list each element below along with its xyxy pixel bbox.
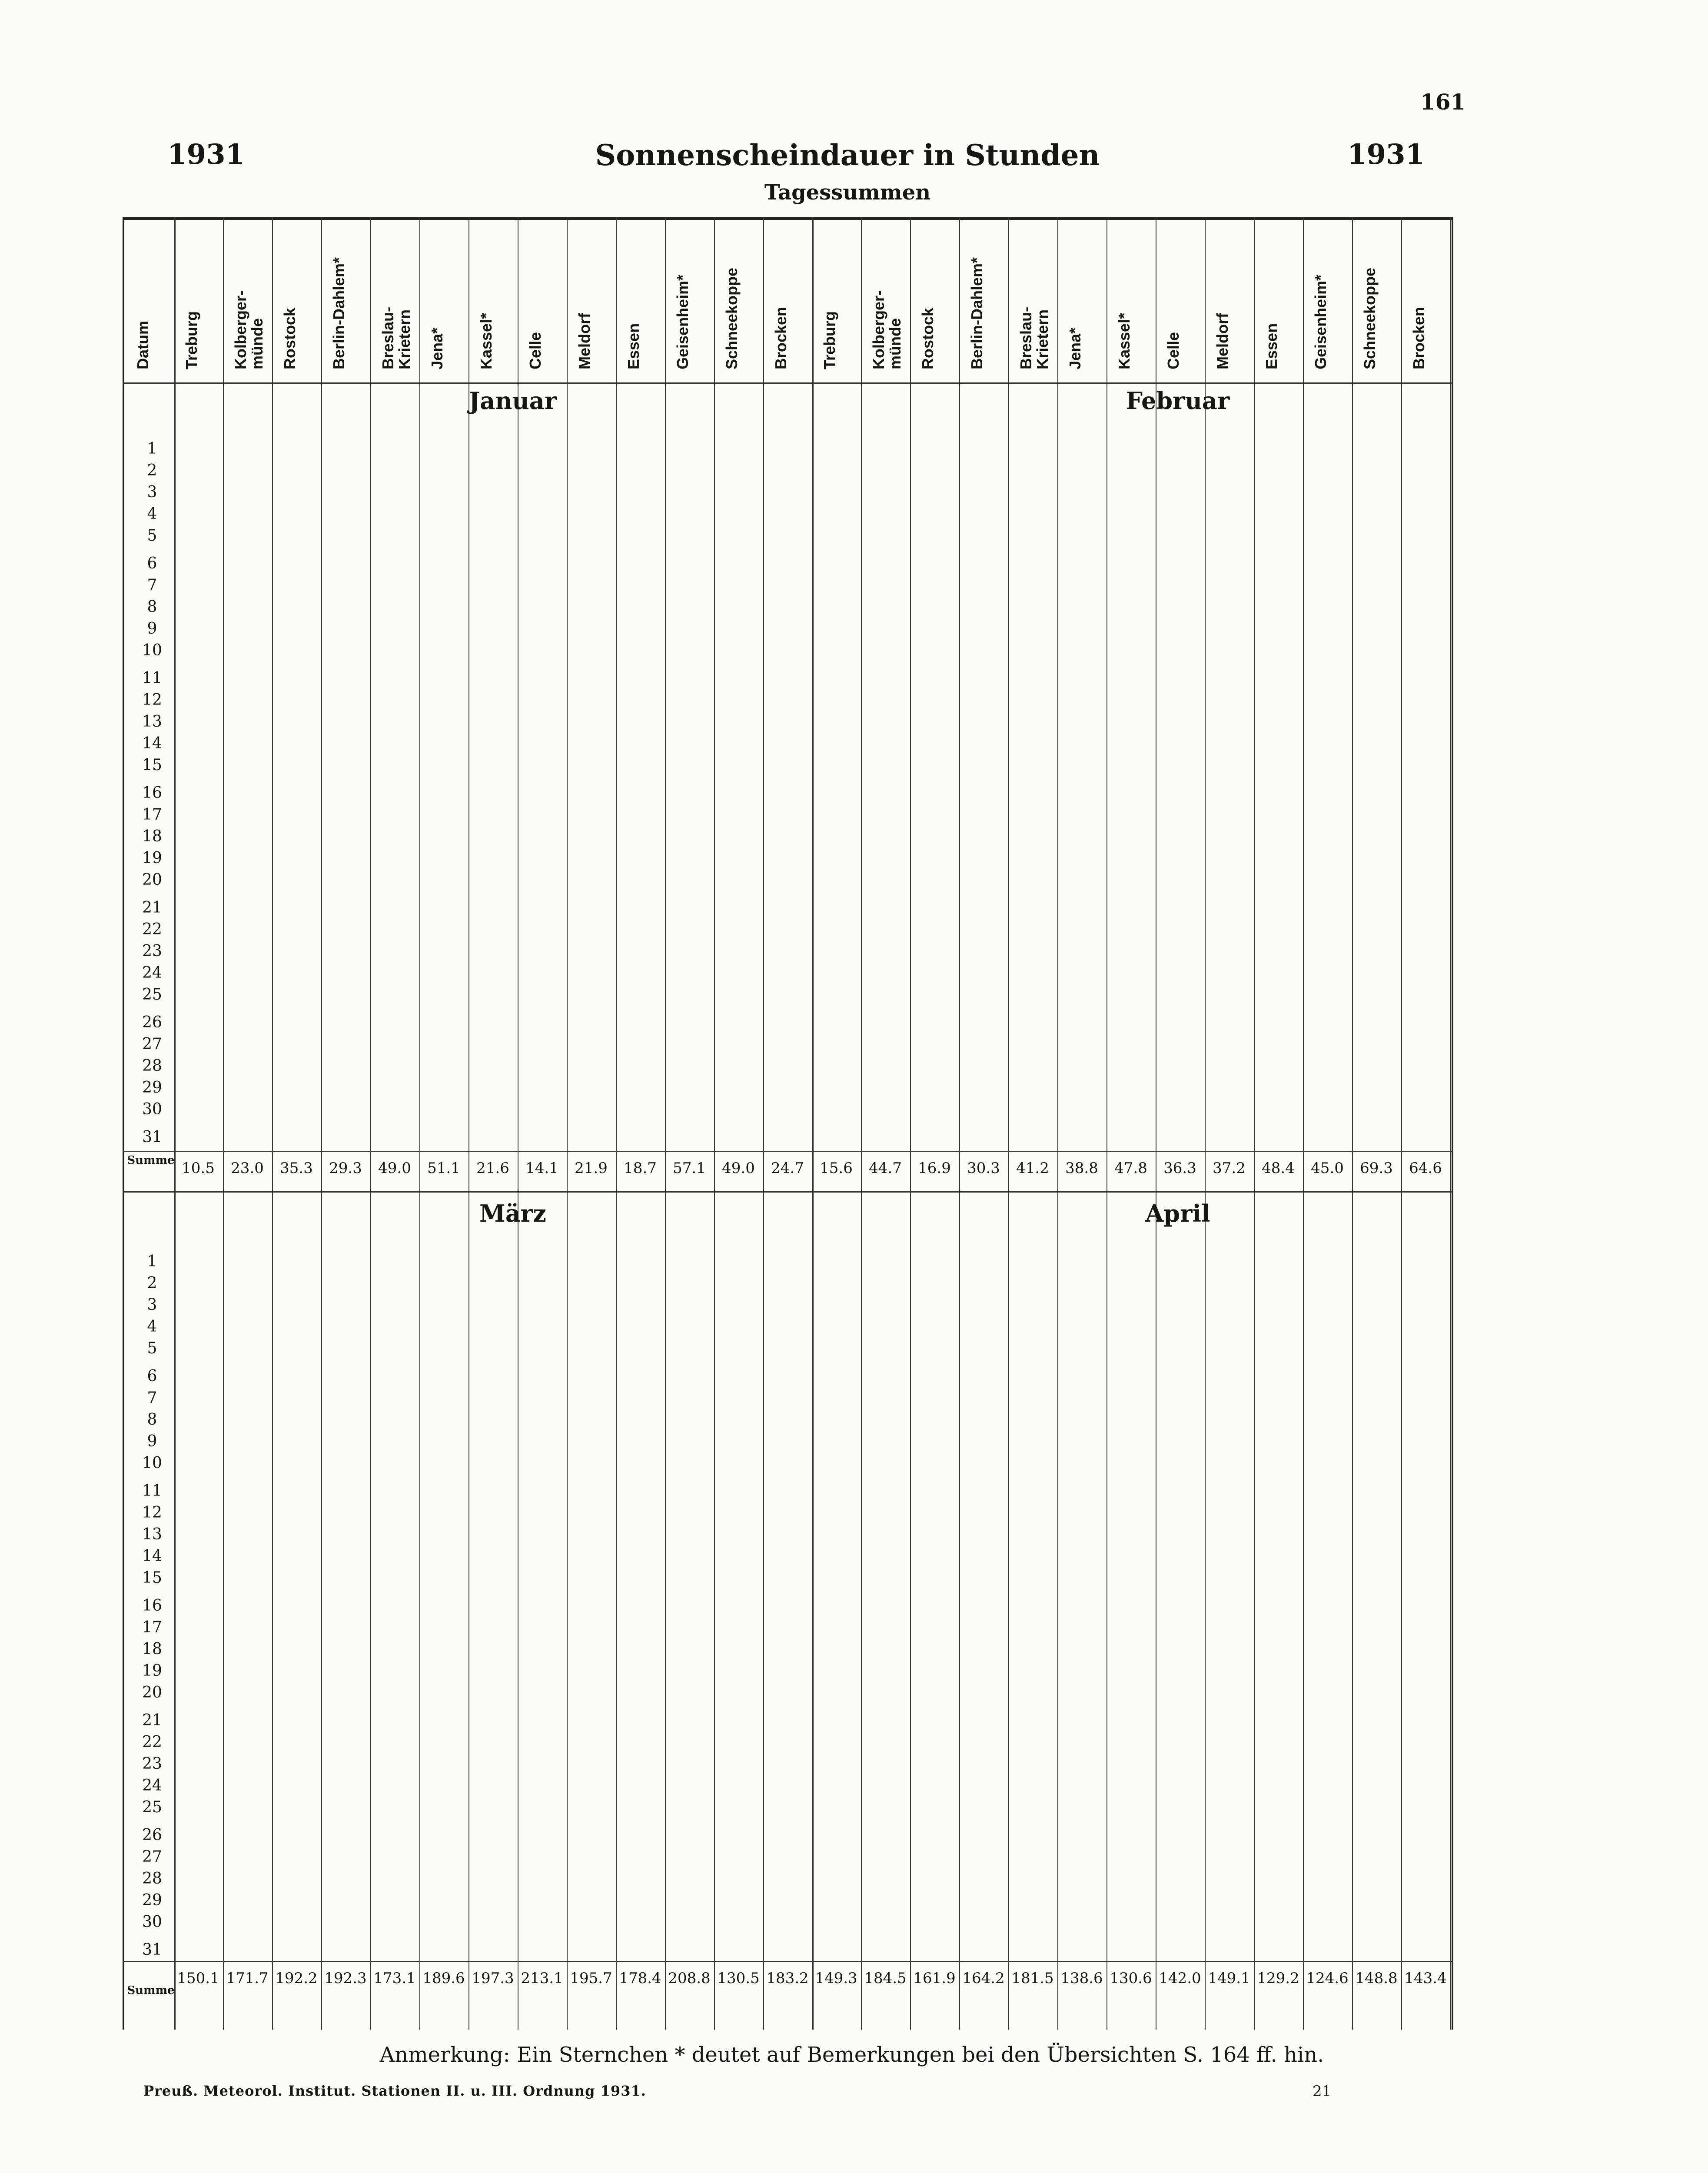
- sum-januar-5: 51.1: [427, 1160, 460, 1177]
- sum-maerz-0: 150.1: [177, 1970, 219, 1987]
- sum-row-divider: [123, 1961, 1453, 1962]
- date-bottom-18: 18: [142, 1640, 162, 1658]
- sum-januar-11: 49.0: [722, 1160, 755, 1177]
- sum-februar-9: 48.4: [1262, 1160, 1295, 1177]
- sum-februar-2: 16.9: [918, 1160, 951, 1177]
- station-header-right-5: Jena*: [1066, 327, 1084, 369]
- sum-maerz-1: 171.7: [226, 1970, 269, 1987]
- date-top-10: 10: [142, 641, 162, 659]
- station-header-right-4: Breslau- Krietern: [1017, 306, 1051, 369]
- column-divider: [763, 217, 764, 2030]
- sum-februar-4: 41.2: [1016, 1160, 1049, 1177]
- year-left: 1931: [167, 138, 245, 171]
- sum-label-top: Summe: [127, 1154, 175, 1167]
- date-bottom-30: 30: [142, 1913, 162, 1931]
- sum-januar-2: 35.3: [280, 1160, 313, 1177]
- date-bottom-11: 11: [142, 1482, 162, 1500]
- column-divider: [567, 217, 568, 2030]
- page-title: Sonnenscheindauer in Stunden: [595, 138, 1100, 172]
- date-bottom-14: 14: [142, 1547, 162, 1565]
- sum-maerz-10: 208.8: [668, 1970, 711, 1987]
- sum-april-8: 149.1: [1208, 1970, 1250, 1987]
- month-april: April: [1145, 1199, 1210, 1227]
- column-divider: [1205, 217, 1206, 2030]
- station-header-left-0: Treburg: [183, 311, 200, 369]
- sum-januar-10: 57.1: [673, 1160, 706, 1177]
- date-top-11: 11: [142, 669, 162, 687]
- date-bottom-19: 19: [142, 1662, 162, 1680]
- station-header-right-3: Berlin-Dahlem*: [968, 257, 986, 369]
- date-top-16: 16: [142, 784, 162, 802]
- date-top-31: 31: [142, 1128, 162, 1146]
- station-header-left-10: Geisenheim*: [674, 274, 691, 369]
- station-header-left-4: Breslau- Krietern: [379, 306, 413, 369]
- sum-januar-0: 10.5: [182, 1160, 215, 1177]
- sum-januar-8: 21.9: [575, 1160, 608, 1177]
- station-header-right-1: Kolberger- münde: [870, 290, 904, 369]
- date-bottom-6: 6: [147, 1367, 157, 1385]
- date-top-6: 6: [147, 555, 157, 572]
- month-februar: Februar: [1126, 387, 1230, 415]
- year-right: 1931: [1347, 138, 1425, 171]
- date-top-17: 17: [142, 806, 162, 824]
- sum-februar-10: 45.0: [1311, 1160, 1344, 1177]
- column-divider: [1254, 217, 1255, 2030]
- date-bottom-25: 25: [142, 1798, 162, 1816]
- date-bottom-15: 15: [142, 1569, 162, 1587]
- date-bottom-13: 13: [142, 1525, 162, 1543]
- column-divider: [419, 217, 420, 2030]
- station-header-left-11: Schneekoppe: [723, 267, 741, 369]
- date-top-19: 19: [142, 849, 162, 867]
- sum-januar-3: 29.3: [329, 1160, 362, 1177]
- date-top-28: 28: [142, 1057, 162, 1075]
- column-divider: [321, 217, 322, 2030]
- station-header-right-10: Geisenheim*: [1312, 274, 1329, 369]
- sum-februar-3: 30.3: [967, 1160, 1000, 1177]
- month-januar: Januar: [469, 387, 557, 415]
- date-top-30: 30: [142, 1100, 162, 1118]
- sum-januar-9: 18.7: [624, 1160, 657, 1177]
- sum-april-11: 148.8: [1355, 1970, 1398, 1987]
- date-bottom-12: 12: [142, 1504, 162, 1522]
- page-subtitle: Tagessummen: [764, 180, 931, 205]
- footnote: Anmerkung: Ein Sternchen * deutet auf Bemerkungen bei den Übersichten S. 164 ff. hin.: [379, 2043, 1324, 2067]
- month-maerz: März: [479, 1199, 546, 1227]
- station-header-right-12: Brocken: [1410, 306, 1428, 369]
- sum-februar-1: 44.7: [869, 1160, 902, 1177]
- sum-maerz-6: 197.3: [472, 1970, 514, 1987]
- column-divider: [959, 217, 960, 2030]
- date-top-29: 29: [142, 1079, 162, 1096]
- date-bottom-5: 5: [147, 1339, 157, 1357]
- date-bottom-10: 10: [142, 1454, 162, 1472]
- date-bottom-24: 24: [142, 1777, 162, 1794]
- column-divider: [861, 217, 862, 2030]
- station-header-right-11: Schneekoppe: [1361, 267, 1379, 369]
- sum-januar-6: 21.6: [476, 1160, 509, 1177]
- sum-februar-8: 37.2: [1213, 1160, 1246, 1177]
- date-top-23: 23: [142, 942, 162, 960]
- sum-maerz-2: 192.2: [275, 1970, 318, 1987]
- sum-april-4: 181.5: [1011, 1970, 1054, 1987]
- date-top-5: 5: [147, 527, 157, 545]
- date-top-4: 4: [147, 505, 157, 523]
- column-divider: [1303, 217, 1304, 2030]
- column-divider: [1057, 217, 1058, 2030]
- sum-row-divider: [123, 1151, 1453, 1152]
- column-divider: [272, 217, 273, 2030]
- date-bottom-27: 27: [142, 1848, 162, 1866]
- date-column-divider: [174, 217, 176, 2030]
- sum-februar-12: 64.6: [1409, 1160, 1442, 1177]
- sum-februar-11: 69.3: [1360, 1160, 1393, 1177]
- station-header-right-0: Treburg: [821, 311, 838, 369]
- sum-april-0: 149.3: [815, 1970, 857, 1987]
- date-top-13: 13: [142, 713, 162, 731]
- date-bottom-7: 7: [147, 1389, 157, 1407]
- sum-april-1: 184.5: [864, 1970, 907, 1987]
- column-header-datum: Datum: [134, 320, 152, 369]
- station-header-right-7: Celle: [1164, 332, 1182, 369]
- station-header-right-9: Essen: [1263, 323, 1280, 369]
- station-header-left-6: Kassel*: [477, 312, 495, 369]
- station-header-left-12: Brocken: [772, 306, 790, 369]
- date-bottom-31: 31: [142, 1941, 162, 1959]
- sum-februar-7: 36.3: [1163, 1160, 1196, 1177]
- date-top-14: 14: [142, 734, 162, 752]
- column-divider: [812, 217, 813, 2030]
- sum-maerz-5: 189.6: [422, 1970, 465, 1987]
- column-divider: [1450, 217, 1451, 2030]
- date-top-27: 27: [142, 1035, 162, 1053]
- sum-februar-0: 15.6: [820, 1160, 853, 1177]
- sum-april-10: 124.6: [1306, 1970, 1349, 1987]
- sum-april-6: 130.6: [1110, 1970, 1152, 1987]
- date-top-25: 25: [142, 986, 162, 1003]
- date-top-1: 1: [147, 440, 157, 458]
- sum-januar-7: 14.1: [525, 1160, 558, 1177]
- station-header-right-2: Rostock: [919, 307, 937, 369]
- date-top-3: 3: [147, 483, 157, 501]
- sum-maerz-3: 192.3: [324, 1970, 367, 1987]
- date-top-20: 20: [142, 871, 162, 889]
- column-divider: [910, 217, 911, 2030]
- date-bottom-1: 1: [147, 1253, 157, 1270]
- sum-januar-1: 23.0: [231, 1160, 264, 1177]
- date-bottom-29: 29: [142, 1891, 162, 1909]
- station-header-left-7: Celle: [526, 332, 544, 369]
- column-divider: [1401, 217, 1402, 2030]
- column-divider: [665, 217, 666, 2030]
- column-divider: [616, 217, 617, 2030]
- sum-maerz-4: 173.1: [373, 1970, 416, 1987]
- date-top-15: 15: [142, 756, 162, 774]
- sum-april-12: 143.4: [1404, 1970, 1447, 1987]
- sum-maerz-12: 183.2: [766, 1970, 809, 1987]
- date-bottom-23: 23: [142, 1755, 162, 1773]
- station-header-left-1: Kolberger- münde: [232, 290, 266, 369]
- sum-label-bottom: Summe: [127, 1984, 175, 1997]
- station-header-right-6: Kassel*: [1115, 312, 1133, 369]
- date-top-24: 24: [142, 964, 162, 982]
- date-top-12: 12: [142, 691, 162, 709]
- date-top-8: 8: [147, 598, 157, 616]
- sum-april-3: 164.2: [962, 1970, 1005, 1987]
- station-header-left-5: Jena*: [428, 327, 446, 369]
- footer-source: Preuß. Meteorol. Institut. Stationen II. u. III. Ordnung 1931.: [143, 2083, 646, 2099]
- sum-januar-4: 49.0: [378, 1160, 411, 1177]
- date-top-7: 7: [147, 576, 157, 594]
- station-header-right-8: Meldorf: [1213, 313, 1231, 369]
- date-bottom-2: 2: [147, 1274, 157, 1292]
- sum-februar-5: 38.8: [1065, 1160, 1098, 1177]
- column-divider: [1352, 217, 1353, 2030]
- station-header-left-9: Essen: [625, 323, 642, 369]
- date-bottom-26: 26: [142, 1826, 162, 1844]
- date-bottom-3: 3: [147, 1296, 157, 1314]
- station-header-left-2: Rostock: [281, 307, 299, 369]
- sum-maerz-9: 178.4: [619, 1970, 661, 1987]
- column-divider: [370, 217, 371, 2030]
- page-number: 161: [1420, 89, 1466, 115]
- date-top-18: 18: [142, 827, 162, 845]
- date-bottom-20: 20: [142, 1684, 162, 1701]
- sum-april-7: 142.0: [1159, 1970, 1201, 1987]
- date-bottom-16: 16: [142, 1597, 162, 1615]
- sum-maerz-7: 213.1: [521, 1970, 563, 1987]
- date-top-22: 22: [142, 920, 162, 938]
- date-bottom-22: 22: [142, 1733, 162, 1751]
- date-top-21: 21: [142, 899, 162, 917]
- date-bottom-28: 28: [142, 1870, 162, 1887]
- column-divider: [714, 217, 715, 2030]
- sum-maerz-11: 130.5: [717, 1970, 760, 1987]
- station-header-left-8: Meldorf: [575, 313, 593, 369]
- date-bottom-17: 17: [142, 1618, 162, 1636]
- date-bottom-21: 21: [142, 1711, 162, 1729]
- date-top-2: 2: [147, 462, 157, 479]
- sum-februar-6: 47.8: [1114, 1160, 1147, 1177]
- column-divider: [1008, 217, 1009, 2030]
- column-divider: [223, 217, 224, 2030]
- station-header-left-3: Berlin-Dahlem*: [330, 257, 348, 369]
- sum-maerz-8: 195.7: [570, 1970, 612, 1987]
- sum-april-9: 129.2: [1257, 1970, 1299, 1987]
- date-bottom-4: 4: [147, 1318, 157, 1336]
- sum-april-2: 161.9: [913, 1970, 956, 1987]
- sum-april-5: 138.6: [1060, 1970, 1103, 1987]
- date-bottom-8: 8: [147, 1411, 157, 1429]
- date-top-9: 9: [147, 620, 157, 638]
- sum-januar-12: 24.7: [771, 1160, 804, 1177]
- date-top-26: 26: [142, 1013, 162, 1031]
- footer-sheet-number: 21: [1313, 2083, 1332, 2100]
- date-bottom-9: 9: [147, 1432, 157, 1450]
